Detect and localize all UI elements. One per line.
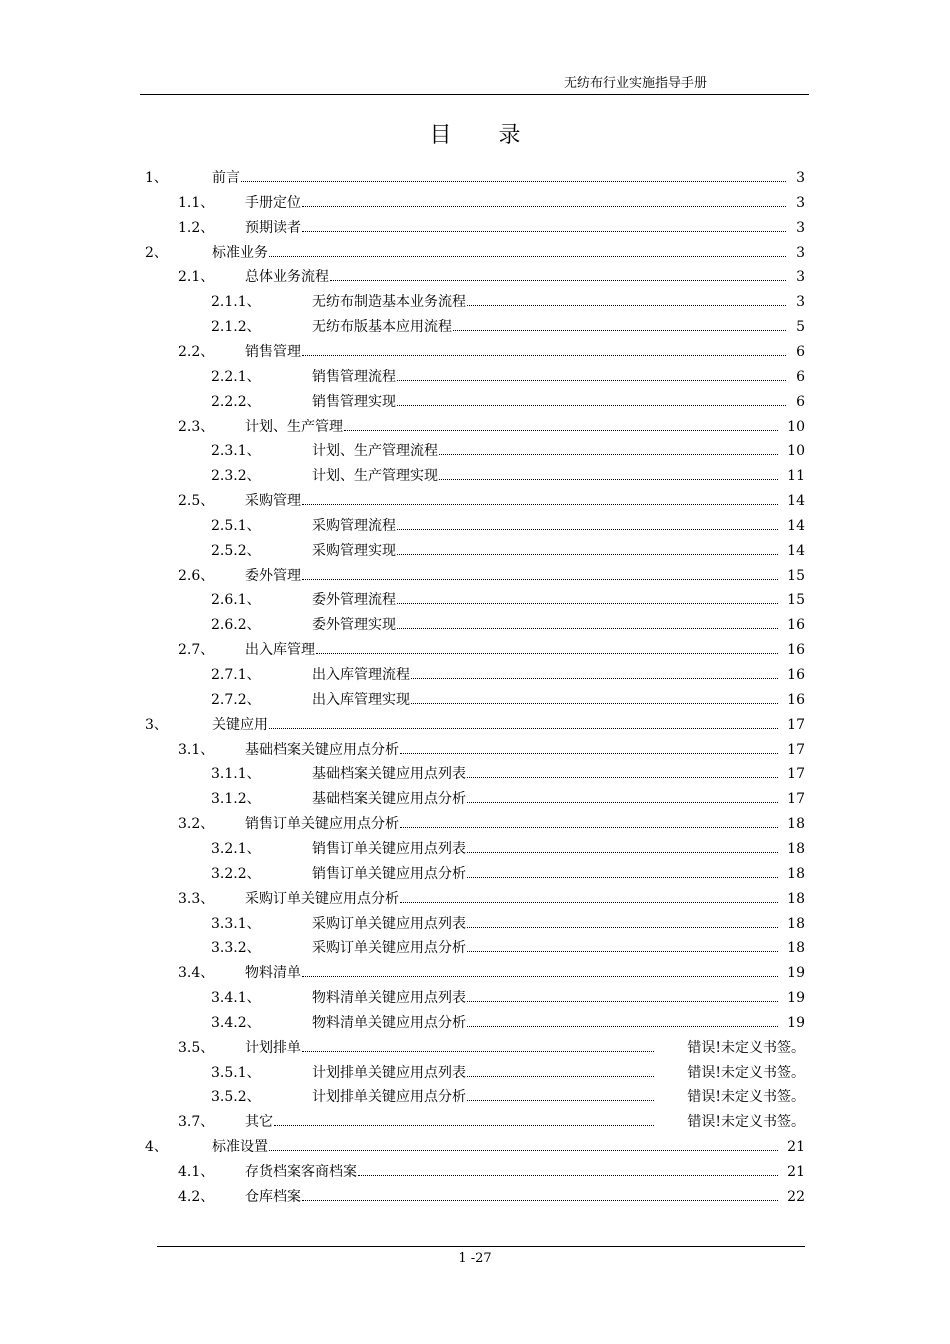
toc-entry-number: 2.1.1、 bbox=[211, 294, 261, 311]
toc-entry-title-text: 物料清单关键应用点列表 bbox=[312, 990, 466, 1007]
toc-entry[interactable] bbox=[0, 1061, 950, 1085]
toc-entry[interactable] bbox=[0, 613, 950, 637]
toc-entry[interactable] bbox=[0, 216, 950, 240]
toc-entry[interactable] bbox=[0, 539, 950, 563]
toc-entry-title bbox=[245, 489, 781, 513]
toc-entry-number: 3.4.1、 bbox=[211, 990, 261, 1007]
toc-entry-number: 2.5.2、 bbox=[211, 542, 261, 559]
toc-entry[interactable] bbox=[0, 1110, 950, 1134]
toc-leader-dots bbox=[302, 231, 786, 232]
toc-entry[interactable] bbox=[0, 1036, 950, 1060]
toc-leader-dots bbox=[302, 1200, 778, 1201]
toc-entry-title bbox=[245, 1160, 781, 1184]
toc-entry[interactable] bbox=[0, 812, 950, 836]
toc-entry-page: 3 bbox=[796, 269, 805, 286]
toc-entry-title bbox=[245, 340, 789, 364]
toc-entry-number: 1.2、 bbox=[178, 219, 215, 236]
toc-entry[interactable] bbox=[0, 1135, 950, 1159]
toc-leader-dots bbox=[467, 777, 778, 778]
toc-leader-dots bbox=[302, 504, 778, 505]
toc-entry-title-text: 预期读者 bbox=[245, 219, 301, 236]
toc-entry-number: 3.2、 bbox=[178, 816, 215, 833]
toc-entry-title-text: 销售管理流程 bbox=[312, 368, 396, 385]
toc-leader-dots bbox=[467, 852, 778, 853]
toc-entry[interactable] bbox=[0, 936, 950, 960]
toc-entry-number: 3.4、 bbox=[178, 965, 215, 982]
toc-entry-page: 错误!未定义书签。 bbox=[687, 1114, 805, 1131]
toc-entry[interactable] bbox=[0, 489, 950, 513]
toc-entry[interactable] bbox=[0, 837, 950, 861]
toc-leader-dots bbox=[302, 579, 778, 580]
toc-entry-title bbox=[312, 663, 781, 687]
toc-entry-title bbox=[212, 166, 789, 190]
toc-entry-title-text: 采购管理流程 bbox=[312, 517, 396, 534]
toc-entry-page: 6 bbox=[796, 343, 805, 360]
toc-entry-page: 21 bbox=[787, 1164, 805, 1180]
toc-leader-dots bbox=[269, 1150, 778, 1151]
toc-entry[interactable] bbox=[0, 439, 950, 463]
toc-leader-dots bbox=[400, 827, 778, 828]
toc-entry[interactable] bbox=[0, 365, 950, 389]
toc-leader-dots bbox=[397, 628, 778, 629]
toc-entry-title bbox=[312, 390, 789, 414]
toc-entry[interactable] bbox=[0, 787, 950, 811]
toc-leader-dots bbox=[302, 206, 786, 207]
header-rule bbox=[140, 94, 809, 95]
toc-entry-title-text: 计划、生产管理流程 bbox=[312, 443, 438, 460]
toc-entry[interactable] bbox=[0, 265, 950, 289]
toc-entry-page: 3 bbox=[796, 194, 805, 211]
toc-entry[interactable] bbox=[0, 514, 950, 538]
toc-entry-number: 2.7.2、 bbox=[211, 691, 261, 708]
toc-entry[interactable] bbox=[0, 241, 950, 265]
toc-entry-number: 3.5.2、 bbox=[211, 1089, 261, 1106]
toc-entry-title bbox=[312, 762, 781, 786]
toc-entry-page: 3 bbox=[796, 294, 805, 311]
toc-entry-number: 1、 bbox=[145, 170, 168, 186]
toc-entry-number: 2.6.1、 bbox=[211, 592, 261, 609]
toc-entry[interactable] bbox=[0, 290, 950, 314]
toc-entry-title bbox=[312, 315, 789, 339]
toc-entry-title-text: 采购订单关键应用点列表 bbox=[312, 915, 466, 932]
toc-entry-title bbox=[312, 539, 781, 563]
toc-entry-number: 2.2、 bbox=[178, 343, 215, 360]
toc-entry[interactable] bbox=[0, 191, 950, 215]
toc-entry-title-text: 销售订单关键应用点列表 bbox=[312, 840, 466, 857]
toc-entry[interactable] bbox=[0, 738, 950, 762]
toc-entry-title-text: 前言 bbox=[212, 170, 240, 186]
toc-entry-title-text: 其它 bbox=[245, 1114, 273, 1131]
toc-entry-number: 2.1.2、 bbox=[211, 319, 261, 336]
toc-entry-title-text: 计划、生产管理 bbox=[245, 418, 343, 435]
toc-entry[interactable] bbox=[0, 390, 950, 414]
toc-entry-page: 18 bbox=[787, 816, 805, 833]
toc-entry-number: 4.2、 bbox=[178, 1188, 215, 1205]
toc-entry-title-text: 基础档案关键应用点分析 bbox=[312, 791, 466, 808]
toc-entry-page: 10 bbox=[787, 418, 805, 435]
toc-entry[interactable] bbox=[0, 1185, 950, 1209]
toc-entry-title-text: 仓库档案 bbox=[245, 1188, 301, 1205]
toc-leader-dots bbox=[397, 603, 778, 604]
toc-entry-title bbox=[312, 439, 781, 463]
toc-entry-number: 3.1.2、 bbox=[211, 791, 261, 808]
toc-leader-dots bbox=[467, 802, 778, 803]
toc-entry-title bbox=[312, 1061, 657, 1085]
toc-entry-number: 2.6.2、 bbox=[211, 617, 261, 634]
toc-entry-number: 3.4.2、 bbox=[211, 1014, 261, 1031]
toc-entry-number: 2.3.2、 bbox=[211, 468, 261, 485]
toc-leader-dots bbox=[467, 1100, 654, 1101]
toc-entry-number: 2.1、 bbox=[178, 269, 215, 286]
toc-entry-page: 19 bbox=[787, 990, 805, 1007]
toc-leader-dots bbox=[397, 554, 778, 555]
toc-entry-title-text: 计划排单关键应用点列表 bbox=[312, 1064, 466, 1081]
toc-leader-dots bbox=[467, 1026, 778, 1027]
toc-entry-number: 4.1、 bbox=[178, 1164, 215, 1180]
page-title: 目 录 bbox=[429, 123, 541, 148]
toc-entry[interactable] bbox=[0, 713, 950, 737]
toc-entry-title bbox=[245, 812, 781, 836]
toc-entry[interactable] bbox=[0, 166, 950, 190]
toc-entry-title-text: 物料清单关键应用点分析 bbox=[312, 1014, 466, 1031]
toc-entry-number: 2.2.2、 bbox=[211, 393, 261, 410]
toc-entry-page: 17 bbox=[787, 791, 805, 808]
toc-entry-number: 3.2.1、 bbox=[211, 840, 261, 857]
toc-entry-title-text: 基础档案关键应用点列表 bbox=[312, 766, 466, 783]
toc-entry-title-text: 销售管理实现 bbox=[312, 393, 396, 410]
toc-entry-page: 18 bbox=[787, 915, 805, 932]
toc-entry-title bbox=[245, 191, 789, 215]
toc-entry[interactable] bbox=[0, 638, 950, 662]
toc-leader-dots bbox=[467, 877, 778, 878]
toc-leader-dots bbox=[330, 280, 786, 281]
toc-entry-title bbox=[245, 1110, 657, 1134]
toc-leader-dots bbox=[467, 951, 778, 952]
toc-entry-title-text: 销售管理 bbox=[245, 343, 301, 360]
toc-entry-page: 18 bbox=[787, 865, 805, 882]
toc-entry-number: 2.3.1、 bbox=[211, 443, 261, 460]
toc-leader-dots bbox=[358, 1175, 778, 1176]
toc-entry-title-text: 出入库管理实现 bbox=[312, 691, 410, 708]
toc-entry-page: 18 bbox=[787, 890, 805, 907]
toc-leader-dots bbox=[467, 927, 778, 928]
toc-entry[interactable] bbox=[0, 1160, 950, 1184]
toc-entry-title bbox=[312, 688, 781, 712]
toc-entry-number: 3.5、 bbox=[178, 1039, 215, 1056]
toc-entry[interactable] bbox=[0, 862, 950, 886]
toc-entry-title bbox=[312, 290, 789, 314]
toc-entry[interactable] bbox=[0, 1011, 950, 1035]
toc-entry-number: 2.7、 bbox=[178, 642, 215, 659]
toc-entry-title bbox=[312, 787, 781, 811]
toc-leader-dots bbox=[439, 454, 778, 455]
toc-entry-number: 2、 bbox=[145, 244, 168, 261]
toc-entry-number: 3.5.1、 bbox=[211, 1064, 261, 1081]
toc-leader-dots bbox=[302, 355, 786, 356]
toc-entry-page: 错误!未定义书签。 bbox=[687, 1064, 805, 1081]
toc-entry-title-text: 关键应用 bbox=[212, 716, 268, 733]
toc-entry-title bbox=[312, 936, 781, 960]
toc-leader-dots bbox=[241, 181, 786, 182]
toc-entry-title bbox=[312, 365, 789, 389]
toc-entry-number: 3.7、 bbox=[178, 1114, 215, 1131]
toc-entry-title bbox=[245, 265, 789, 289]
toc-entry-page: 6 bbox=[796, 368, 805, 385]
toc-entry-number: 3、 bbox=[145, 716, 168, 733]
toc-entry[interactable] bbox=[0, 986, 950, 1010]
toc-leader-dots bbox=[269, 728, 778, 729]
toc-entry-title-text: 标准设置 bbox=[212, 1139, 268, 1156]
footer-rule bbox=[157, 1246, 805, 1247]
toc-entry-page: 6 bbox=[796, 393, 805, 410]
toc-entry-number: 3.1.1、 bbox=[211, 766, 261, 783]
toc-entry-number: 3.3.1、 bbox=[211, 915, 261, 932]
toc-entry[interactable] bbox=[0, 588, 950, 612]
toc-entry-page: 错误!未定义书签。 bbox=[687, 1039, 805, 1056]
toc-entry-title bbox=[245, 738, 781, 762]
toc-leader-dots bbox=[453, 330, 786, 331]
toc-entry-title bbox=[312, 464, 781, 488]
toc-entry-page: 5 bbox=[796, 319, 805, 336]
toc-leader-dots bbox=[411, 678, 778, 679]
toc-leader-dots bbox=[274, 1125, 654, 1126]
toc-entry-page: 16 bbox=[787, 667, 805, 683]
toc-entry[interactable] bbox=[0, 663, 950, 687]
toc-entry-title-text: 无纺布版基本应用流程 bbox=[312, 319, 452, 336]
toc-entry-page: 14 bbox=[787, 493, 805, 510]
toc-entry-page: 17 bbox=[787, 741, 805, 758]
toc-entry-number: 2.7.1、 bbox=[211, 667, 261, 683]
toc-entry-title bbox=[245, 638, 781, 662]
toc-leader-dots bbox=[400, 753, 778, 754]
toc-entry-title-text: 采购管理 bbox=[245, 493, 301, 510]
toc-entry-page: 15 bbox=[787, 592, 805, 609]
toc-entry-page: 16 bbox=[787, 691, 805, 708]
toc-entry-number: 3.1、 bbox=[178, 741, 215, 758]
toc-entry-page: 11 bbox=[787, 468, 805, 485]
toc-entry-title bbox=[245, 961, 781, 985]
toc-entry-title-text: 出入库管理 bbox=[245, 642, 315, 659]
toc-leader-dots bbox=[302, 1051, 654, 1052]
toc-entry-page: 19 bbox=[787, 965, 805, 982]
toc-entry-page: 14 bbox=[787, 542, 805, 559]
toc-entry-title bbox=[245, 887, 781, 911]
toc-entry-title bbox=[212, 713, 781, 737]
toc-entry-page: 15 bbox=[787, 567, 805, 584]
toc-entry-number: 2.5.1、 bbox=[211, 517, 261, 534]
toc-entry-title bbox=[312, 837, 781, 861]
toc-leader-dots bbox=[411, 703, 778, 704]
toc-entry-number: 2.2.1、 bbox=[211, 368, 261, 385]
toc-entry[interactable] bbox=[0, 688, 950, 712]
toc-entry-title bbox=[312, 1085, 657, 1109]
toc-entry-page: 16 bbox=[787, 617, 805, 634]
toc-entry-title-text: 委外管理实现 bbox=[312, 617, 396, 634]
toc-leader-dots bbox=[467, 1001, 778, 1002]
toc-entry-title-text: 委外管理 bbox=[245, 567, 301, 584]
toc-leader-dots bbox=[397, 529, 778, 530]
toc-entry[interactable] bbox=[0, 415, 950, 439]
toc-entry[interactable] bbox=[0, 564, 950, 588]
toc-leader-dots bbox=[439, 479, 778, 480]
toc-leader-dots bbox=[467, 305, 786, 306]
toc-entry-title bbox=[245, 216, 789, 240]
toc-entry-title-text: 采购管理实现 bbox=[312, 542, 396, 559]
toc-entry-title bbox=[312, 588, 781, 612]
toc-entry[interactable] bbox=[0, 762, 950, 786]
toc-entry-title bbox=[312, 986, 781, 1010]
toc-entry-title bbox=[312, 912, 781, 936]
toc-entry-page: 3 bbox=[796, 170, 805, 186]
toc-entry-page: 14 bbox=[787, 517, 805, 534]
toc-entry[interactable] bbox=[0, 887, 950, 911]
toc-leader-dots bbox=[397, 380, 786, 381]
toc-entry-number: 1.1、 bbox=[178, 194, 215, 211]
toc-leader-dots bbox=[467, 1076, 654, 1077]
toc-entry-title bbox=[312, 862, 781, 886]
toc-entry-title-text: 计划排单关键应用点分析 bbox=[312, 1089, 466, 1106]
toc-entry-title bbox=[245, 1036, 657, 1060]
toc-entry-title-text: 销售订单关键应用点分析 bbox=[245, 816, 399, 833]
toc-entry-title bbox=[312, 1011, 781, 1035]
toc-entry-number: 3.3.2、 bbox=[211, 940, 261, 957]
toc-entry-page: 18 bbox=[787, 840, 805, 857]
toc-entry-page: 21 bbox=[787, 1139, 805, 1156]
toc-entry-title-text: 计划、生产管理实现 bbox=[312, 468, 438, 485]
toc-entry-title-text: 存货档案客商档案 bbox=[245, 1164, 357, 1180]
toc-entry-title-text: 标准业务 bbox=[212, 244, 268, 261]
toc-entry[interactable] bbox=[0, 912, 950, 936]
toc-entry-title-text: 出入库管理流程 bbox=[312, 667, 410, 683]
toc-leader-dots bbox=[269, 256, 786, 257]
toc-entry-number: 4、 bbox=[145, 1139, 168, 1156]
toc-entry-title-text: 销售订单关键应用点分析 bbox=[312, 865, 466, 882]
toc-entry-title bbox=[245, 415, 781, 439]
toc-entry-title bbox=[212, 1135, 781, 1159]
toc-entry-page: 10 bbox=[787, 443, 805, 460]
toc-entry-page: 17 bbox=[787, 766, 805, 783]
toc-entry-title bbox=[212, 241, 789, 265]
page-number: 1 -27 bbox=[458, 1251, 492, 1266]
toc-entry-title-text: 委外管理流程 bbox=[312, 592, 396, 609]
toc-entry-title bbox=[312, 514, 781, 538]
toc-entry[interactable] bbox=[0, 340, 950, 364]
toc-entry-title-text: 总体业务流程 bbox=[245, 269, 329, 286]
toc-entry-title-text: 采购订单关键应用点分析 bbox=[312, 940, 466, 957]
toc-entry-page: 17 bbox=[787, 716, 805, 733]
toc-entry-page: 18 bbox=[787, 940, 805, 957]
toc-leader-dots bbox=[316, 653, 778, 654]
toc-entry-title-text: 无纺布制造基本业务流程 bbox=[312, 294, 466, 311]
toc-entry-title-text: 基础档案关键应用点分析 bbox=[245, 741, 399, 758]
toc-entry-number: 3.3、 bbox=[178, 890, 215, 907]
running-header: 无纺布行业实施指导手册 bbox=[564, 76, 708, 91]
toc-entry-title bbox=[312, 613, 781, 637]
toc-entry-page: 错误!未定义书签。 bbox=[687, 1089, 805, 1106]
toc-entry-page: 22 bbox=[787, 1188, 805, 1205]
toc-entry[interactable] bbox=[0, 1085, 950, 1109]
toc-entry-title-text: 手册定位 bbox=[245, 194, 301, 211]
toc-entry[interactable] bbox=[0, 961, 950, 985]
toc-entry-title-text: 采购订单关键应用点分析 bbox=[245, 890, 399, 907]
toc-leader-dots bbox=[302, 976, 778, 977]
toc-entry-title-text: 物料清单 bbox=[245, 965, 301, 982]
toc-entry-number: 3.2.2、 bbox=[211, 865, 261, 882]
toc-entry-title-text: 计划排单 bbox=[245, 1039, 301, 1056]
toc-entry-number: 2.6、 bbox=[178, 567, 215, 584]
toc-leader-dots bbox=[397, 405, 786, 406]
toc-entry-title bbox=[245, 564, 781, 588]
toc-entry-number: 2.5、 bbox=[178, 493, 215, 510]
toc-entry-page: 3 bbox=[796, 219, 805, 236]
toc-entry[interactable] bbox=[0, 315, 950, 339]
toc-entry-page: 16 bbox=[787, 642, 805, 659]
toc-entry[interactable] bbox=[0, 464, 950, 488]
toc-leader-dots bbox=[344, 430, 778, 431]
toc-entry-page: 3 bbox=[796, 244, 805, 261]
toc-leader-dots bbox=[400, 902, 778, 903]
toc-entry-title bbox=[245, 1185, 781, 1209]
toc-entry-number: 2.3、 bbox=[178, 418, 215, 435]
toc-entry-page: 19 bbox=[787, 1014, 805, 1031]
